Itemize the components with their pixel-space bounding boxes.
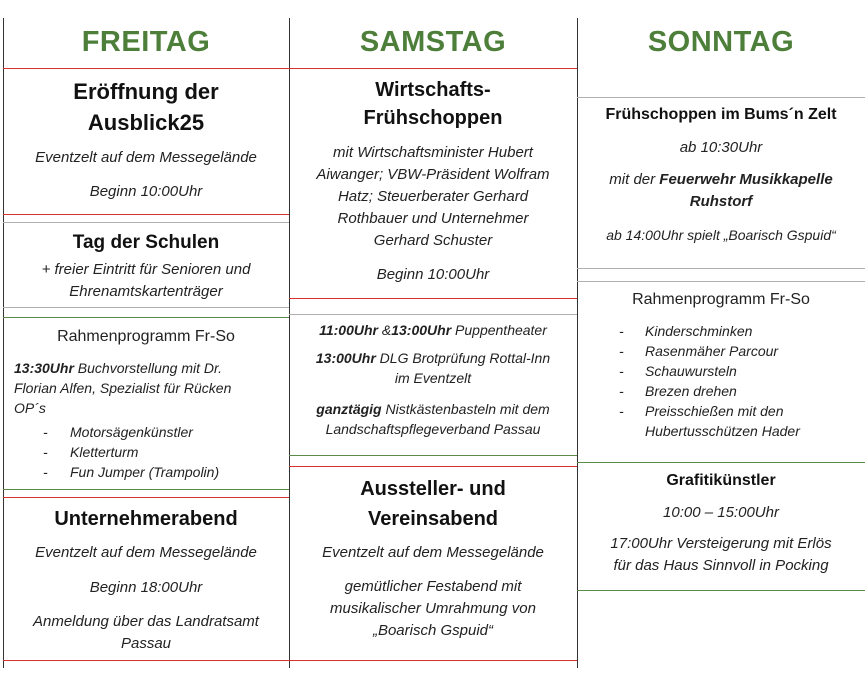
fri-program-text — [14, 358, 289, 418]
fri-opening-block — [3, 76, 289, 203]
fri-opening-place: Eventzelt auf dem Messegelände — [35, 149, 257, 166]
divider — [289, 314, 577, 315]
day-heading-friday: FREITAG — [81, 26, 211, 58]
fri-schools-text: Ehrenamtskartenträger — [69, 283, 223, 300]
sat-program-item — [289, 399, 577, 439]
sat-program-block — [289, 320, 577, 439]
text-line: Gerhard Schuster — [373, 232, 493, 249]
divider — [289, 660, 577, 661]
text-part: Puppentheater — [451, 322, 547, 338]
fri-program-text-part: Buchvorstellung mit Dr. — [73, 360, 223, 376]
band-name: Ruhstorf — [689, 193, 753, 210]
fri-schools-block — [3, 230, 289, 302]
divider — [3, 214, 289, 215]
fri-opening-title: Ausblick25 — [87, 110, 205, 135]
sat-exhibitor-evening-block — [289, 474, 577, 642]
list-item: - Preisschießen mit den — [619, 403, 784, 419]
divider — [3, 660, 289, 661]
sat-economy-brunch-title: Frühschoppen — [363, 107, 503, 129]
sat-exhibitor-evening-place: Eventzelt auf dem Messegelände — [322, 544, 544, 561]
divider — [289, 455, 577, 456]
sun-program-block — [577, 289, 865, 441]
divider — [289, 466, 577, 467]
fri-program-list — [43, 422, 289, 482]
fri-business-evening-block — [3, 505, 289, 655]
divider — [577, 590, 865, 591]
list-item: - Schauwursteln — [619, 363, 737, 379]
sat-economy-brunch-title: Wirtschafts- — [375, 79, 491, 101]
text-line: musikalischer Umrahmung von — [330, 600, 536, 617]
day-heading-sunday: SONNTAG — [647, 26, 795, 58]
text-part: im Eventzelt — [394, 370, 472, 386]
divider — [577, 97, 865, 98]
fri-business-evening-time: Beginn 18:00Uhr — [89, 579, 203, 596]
sat-program-item — [289, 348, 577, 388]
divider — [3, 307, 289, 308]
fri-business-evening-registration: Passau — [120, 635, 172, 652]
text-part: DLG Brotprüfung Rottal-Inn — [375, 350, 551, 366]
divider — [289, 298, 577, 299]
list-item: - Kletterturm — [43, 444, 139, 460]
fri-program-block — [3, 326, 289, 482]
fri-business-evening-title: Unternehmerabend — [54, 508, 238, 530]
sun-brunch-title: Frühschoppen im Bums´n Zelt — [605, 106, 837, 123]
sat-economy-brunch-guests — [289, 142, 577, 252]
band-name: Feuerwehr Musikkapelle — [659, 171, 833, 188]
text-line: mit Wirtschaftsminister Hubert — [333, 144, 533, 161]
sun-brunch-block — [577, 104, 865, 245]
fri-business-evening-place: Eventzelt auf dem Messegelände — [35, 544, 257, 561]
sun-brunch-time: ab 10:30Uhr — [679, 139, 763, 156]
sun-program-list — [619, 321, 865, 441]
sun-brunch-band — [577, 169, 865, 213]
list-item: - Rasenmäher Parcour — [619, 343, 779, 359]
fri-schools-text: + freier Eintritt für Senioren und — [41, 261, 251, 278]
divider — [577, 268, 865, 269]
time-label: ganztägig — [316, 401, 382, 417]
divider — [3, 497, 289, 498]
fri-program-text-part: Florian Alfen, Spezialist für Rücken — [14, 380, 232, 396]
fri-opening-title: Eröffnung der — [73, 79, 219, 104]
sat-program-item — [289, 320, 577, 340]
sun-program-title: Rahmenprogramm Fr-So — [632, 291, 810, 308]
sat-exhibitor-evening-title: Vereinsabend — [367, 508, 499, 530]
sun-brunch-music: ab 14:00Uhr spielt „Boarisch Gspuid“ — [606, 227, 836, 243]
sun-graffiti-auction — [577, 533, 865, 577]
fri-program-time: 13:30Uhr — [14, 360, 74, 376]
sat-exhibitor-evening-text — [289, 576, 577, 642]
divider — [577, 462, 865, 463]
text-line: Aiwanger; VBW-Präsident Wolfram — [316, 166, 550, 183]
time-label: 11:00Uhr — [319, 322, 378, 338]
text-line: gemütlicher Festabend mit — [344, 578, 522, 595]
sat-economy-brunch-time: Beginn 10:00Uhr — [376, 266, 490, 283]
fri-program-title: Rahmenprogramm Fr-So — [57, 328, 235, 345]
list-item: - Motorsägenkünstler — [43, 424, 193, 440]
text-part: Landschaftspflegeverband Passau — [325, 421, 541, 437]
text-line: für das Haus Sinnvoll in Pocking — [613, 557, 829, 574]
list-item: - Fun Jumper (Trampolin) — [43, 464, 220, 480]
sat-economy-brunch-block — [289, 76, 577, 286]
day-heading-saturday: SAMSTAG — [359, 26, 507, 58]
text-line: 17:00Uhr Versteigerung mit Erlös — [610, 535, 832, 552]
fri-business-evening-registration: Anmeldung über das Landratsamt — [33, 613, 259, 630]
list-item: - Brezen drehen — [619, 383, 737, 399]
fri-schools-title: Tag der Schulen — [72, 232, 220, 253]
time-label: 13:00Uhr — [315, 350, 376, 366]
divider — [289, 68, 577, 69]
time-label: 13:00Uhr — [391, 322, 452, 338]
sat-exhibitor-evening-title: Aussteller- und — [360, 478, 506, 500]
list-item: Hubertusschützen Hader — [645, 423, 800, 439]
text-part: & — [377, 322, 392, 338]
sun-graffiti-time: 10:00 – 15:00Uhr — [663, 504, 779, 521]
text-part: mit der — [609, 171, 660, 188]
list-item: - Kinderschminken — [619, 323, 753, 339]
fri-opening-time: Beginn 10:00Uhr — [89, 183, 203, 200]
divider — [577, 281, 865, 282]
fri-program-text-part: OP´s — [14, 400, 46, 416]
divider — [3, 317, 289, 318]
text-part: Nistkästenbasteln mit dem — [381, 401, 550, 417]
sun-graffiti-block — [577, 470, 865, 577]
text-line: Rothbauer und Unternehmer — [337, 210, 529, 227]
text-line: „Boarisch Gspuid“ — [372, 622, 494, 639]
text-line: Hatz; Steuerberater Gerhard — [337, 188, 529, 205]
divider — [3, 222, 289, 223]
divider — [3, 489, 289, 490]
sun-graffiti-title: Grafitikünstler — [666, 472, 776, 489]
divider — [3, 68, 289, 69]
